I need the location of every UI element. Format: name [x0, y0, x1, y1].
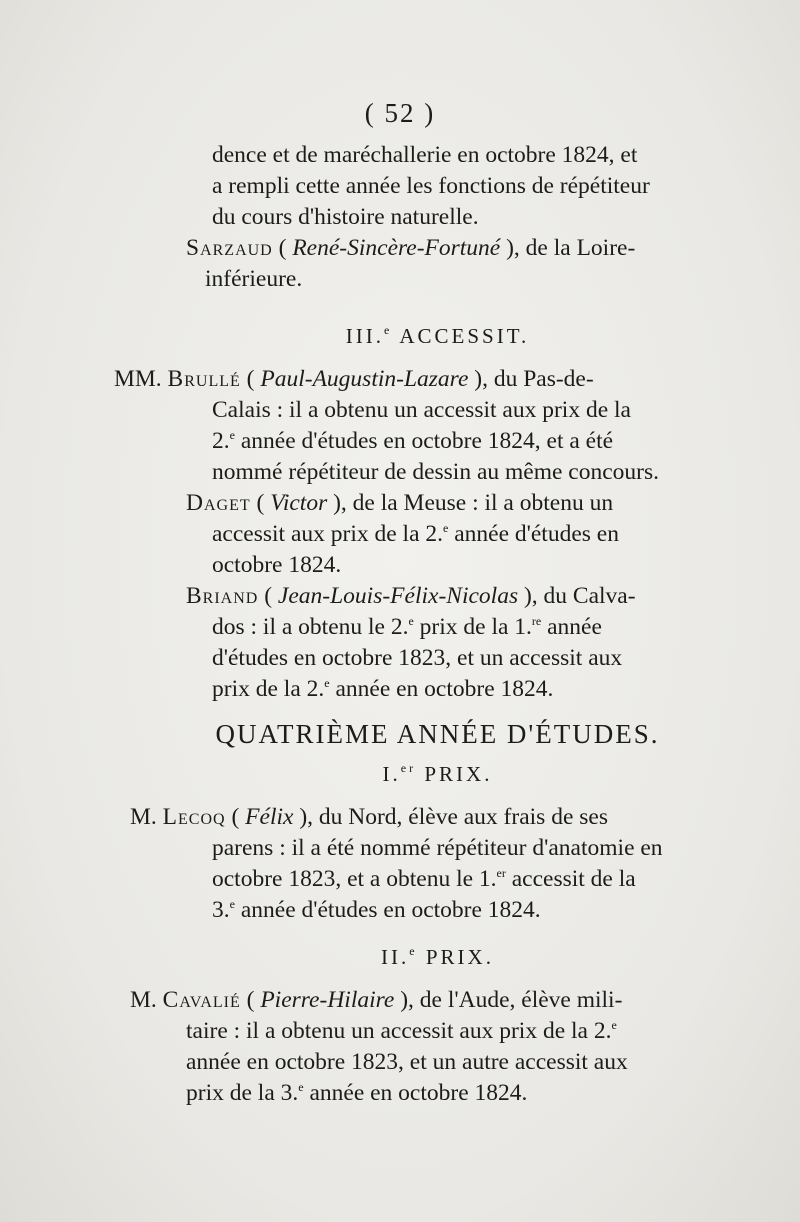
entry-briand: Briand ( Jean-Louis-Félix-Nicolas ), du Calva- [186, 583, 636, 609]
spacer [130, 705, 745, 719]
heading-number: I. [382, 762, 401, 786]
text-line: parens : il a été nommé répétiteur d'anatomie en [212, 835, 663, 861]
heading-word: ACCESSIT. [399, 324, 530, 348]
text-fragment: taire : il a obtenu un accessit aux prix de la 2. [186, 1018, 612, 1044]
given-names: René-Sincère-Fortuné [292, 235, 501, 261]
entry-text: ), de l'Aude, élève mili- [400, 987, 623, 1013]
given-names: Victor [270, 490, 328, 516]
superscript: e [298, 1080, 304, 1094]
text-line: nommé répétiteur de dessin au même concours. [212, 459, 660, 485]
surname: Brullé [167, 366, 241, 392]
text-line: d'études en octobre 1823, et un accessit aux [212, 645, 623, 671]
text-fragment: 2. [212, 428, 230, 454]
surname: Cavalié [162, 987, 241, 1013]
superscript: e [611, 1018, 617, 1032]
entry-daget: Daget ( Victor ), de la Meuse : il a obtenu un [186, 490, 614, 516]
text-line [130, 895, 745, 926]
entry-brulle: MM. Brullé ( Paul-Augustin-Lazare ), du Pas-de- [114, 366, 594, 392]
text-fragment: prix de la 1. [413, 614, 532, 640]
text-line [130, 1016, 745, 1047]
page-text [114, 140, 745, 1109]
heading-sup: e [409, 944, 418, 958]
text-line: année en octobre 1823, et un autre accessit aux [186, 1049, 628, 1075]
heading-sup: e [383, 323, 393, 337]
text-fragment: octobre 1823, et a obtenu le 1. [212, 866, 497, 892]
entry-text: ), du Calva- [523, 583, 636, 609]
text-line: octobre 1824. [212, 552, 342, 578]
spacer [130, 352, 745, 364]
text-line: dence et de maréchallerie en octobre 1824, et [212, 142, 638, 168]
superscript: e [408, 614, 414, 628]
superscript: re [531, 614, 542, 628]
superscript: e [324, 676, 330, 690]
superscript: er [496, 866, 506, 880]
entry-text: ), du Nord, élève aux frais de ses [299, 804, 608, 830]
spacer [130, 295, 745, 321]
text-fragment: année [541, 614, 602, 640]
given-names: Félix [245, 804, 294, 830]
spacer [130, 973, 745, 985]
superscript: e [229, 428, 235, 442]
text-fragment: 3. [212, 897, 230, 923]
surname: Briand [186, 583, 259, 609]
surname: Daget [186, 490, 251, 516]
section-title: QUATRIÈME ANNÉE D'ÉTUDES. [215, 719, 660, 749]
text-line [130, 864, 745, 895]
text-fragment: accessit de la [505, 866, 636, 892]
text-fragment: prix de la 2. [212, 676, 325, 702]
honorific: M. [130, 987, 157, 1013]
surname: Sarzaud [186, 235, 273, 261]
given-names: Jean-Louis-Félix-Nicolas [277, 583, 519, 609]
text-fragment: accessit aux prix de la 2. [212, 521, 443, 547]
entry-text: ), de la Meuse : il a obtenu un [333, 490, 614, 516]
given-names: Pierre-Hilaire [260, 987, 395, 1013]
heading-word: PRIX. [425, 945, 494, 969]
text-fragment: année d'études en octobre 1824, et a été [234, 428, 614, 454]
text-fragment: dos : il a obtenu le 2. [212, 614, 409, 640]
text-line: inférieure. [205, 266, 303, 292]
text-line: du cours d'histoire naturelle. [212, 204, 479, 230]
spacer [130, 926, 745, 942]
text-line [130, 426, 745, 457]
text-line: a rempli cette année les fonctions de répétiteur [212, 173, 650, 199]
superscript: e [443, 521, 449, 535]
spacer [130, 790, 745, 802]
text-line [130, 612, 745, 643]
text-fragment: année en octobre 1824. [329, 676, 554, 702]
honorific: M. [130, 804, 157, 830]
text-fragment: prix de la 3. [186, 1080, 299, 1106]
heading-word: PRIX. [424, 762, 493, 786]
page-number: ( 52 ) [364, 98, 436, 128]
text-fragment: année d'études en octobre 1824. [234, 897, 541, 923]
prix1-heading [130, 759, 745, 790]
entry-text: ), du Pas-de- [474, 366, 594, 392]
entry-lecoq: M. Lecoq ( Félix ), du Nord, élève aux frais de ses [130, 804, 608, 830]
text-line [130, 519, 745, 550]
text-fragment: année d'études en [448, 521, 619, 547]
heading-number: II. [381, 945, 410, 969]
entry-cavalie: M. Cavalié ( Pierre-Hilaire ), de l'Aude, élève mili- [130, 987, 623, 1013]
text-line [130, 1078, 745, 1109]
entry-sarzaud: Sarzaud ( René-Sincère-Fortuné ), de la Loire- [186, 235, 636, 261]
text-line: Calais : il a obtenu un accessit aux prix de la [212, 397, 631, 423]
prix2-heading [130, 942, 745, 973]
accessit-heading [130, 321, 745, 352]
text-fragment: année en octobre 1824. [303, 1080, 528, 1106]
heading-number: III. [345, 324, 384, 348]
surname: Lecoq [162, 804, 226, 830]
text-line [130, 674, 745, 705]
honorific: MM. [114, 366, 162, 392]
entry-text: ), de la Loire- [506, 235, 636, 261]
given-names: Paul-Augustin-Lazare [260, 366, 469, 392]
heading-sup: er [400, 761, 417, 775]
superscript: e [229, 897, 235, 911]
